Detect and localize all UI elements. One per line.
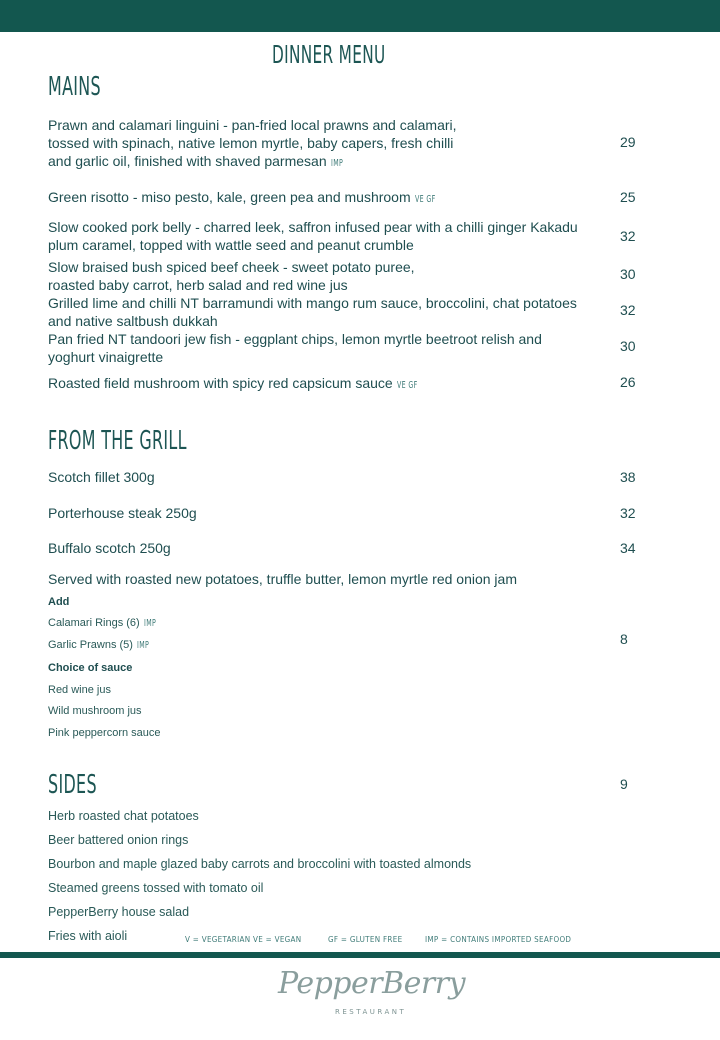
sauce-item: Wild mushroom jus [48,705,142,717]
menu-title: DINNER MENU [272,40,386,69]
item-line: and native saltbush dukkah [48,313,218,329]
price: 29 [620,134,636,150]
price: 34 [620,540,636,556]
item-line [48,374,608,395]
addon-price: 8 [620,631,628,647]
item-line: yoghurt vinaigrette [48,349,164,365]
section-heading-mains: MAINS [48,72,101,102]
item-line: tossed with spinach, native lemon myrtle, baby capers, fresh chilli [48,135,454,151]
top-banner [0,0,720,32]
menu-item-green-risotto [48,188,608,209]
sides-price: 9 [620,776,628,792]
dietary-tag: IMP [136,640,150,651]
addon-text: Calamari Rings (6) [48,617,140,629]
price: 32 [620,228,636,244]
item-line: roasted baby carrot, herb salad and red wine jus [48,277,348,293]
item-line: Pan fried NT tandoori jew fish - eggplant chips, lemon myrtle beetroot relish and [48,331,542,347]
menu-item-field-mushroom [48,374,608,395]
legend-imported-seafood: IMP = CONTAINS IMPORTED SEAFOOD [425,935,572,944]
menu-item-jew-fish [48,330,608,366]
bottom-divider [0,952,720,958]
item-line: Slow cooked pork belly - charred leek, saffron infused pear with a chilli ginger Kakadu [48,219,578,235]
price: 25 [620,189,636,205]
price: 30 [620,266,636,282]
menu-item-prawn-linguini [48,116,608,173]
price: 26 [620,374,636,390]
menu-item-beef-cheek [48,258,608,294]
menu-item-buffalo-scotch: Buffalo scotch 250g [48,540,171,556]
section-heading-grill: FROM THE GRILL [48,426,187,456]
menu-item-barramundi [48,294,608,330]
dietary-tag: VE GF [396,380,418,391]
addon-item [48,639,154,651]
side-item: Bourbon and maple glazed baby carrots and broccolini with toasted almonds [48,857,472,871]
grill-served-with: Served with roasted new potatoes, truffle butter, lemon myrtle red onion jam [48,571,517,587]
price: 32 [620,505,636,521]
item-line [48,188,608,209]
addon-item [48,617,161,629]
addon-text: Garlic Prawns (5) [48,639,133,651]
item-line [48,152,608,173]
legend-gluten-free: GF = GLUTEN FREE [328,935,403,944]
side-item: Steamed greens tossed with tomato oil [48,881,264,895]
item-line: Grilled lime and chilli NT barramundi with mango rum sauce, broccolini, chat potatoes [48,295,577,311]
item-line: plum caramel, topped with wattle seed and peanut crumble [48,237,414,253]
item-text: and garlic oil, finished with shaved parmesan [48,153,327,169]
price: 30 [620,338,636,354]
price: 32 [620,302,636,318]
price: 38 [620,469,636,485]
side-item: Herb roasted chat potatoes [48,809,199,823]
legend-vegetarian-vegan: V = VEGETARIAN VE = VEGAN [185,935,302,944]
dietary-tag: IMP [330,158,343,169]
dietary-tag: VE GF [414,194,436,205]
item-text: Roasted field mushroom with spicy red capsicum sauce [48,375,393,391]
side-item: PepperBerry house salad [48,905,190,919]
menu-item-pork-belly [48,218,608,254]
side-item: Beer battered onion rings [48,833,189,847]
sauce-item: Pink peppercorn sauce [48,727,161,739]
menu-item-scotch-fillet: Scotch fillet 300g [48,469,155,485]
menu-item-porterhouse: Porterhouse steak 250g [48,505,197,521]
add-label: Add [48,596,70,608]
section-heading-sides: SIDES [48,770,97,800]
dietary-tag: IMP [143,618,156,629]
restaurant-logo: PepperBerry [278,966,466,1001]
item-line: Prawn and calamari linguini - pan-fried local prawns and calamari, [48,117,457,133]
side-item: Fries with aioli [48,929,128,943]
restaurant-logo-subtitle: RESTAURANT [335,1008,407,1016]
item-text: Green risotto - miso pesto, kale, green pea and mushroom [48,189,411,205]
sauce-item: Red wine jus [48,684,111,696]
item-line: Slow braised bush spiced beef cheek - sweet potato puree, [48,259,415,275]
sauce-label: Choice of sauce [48,662,133,674]
